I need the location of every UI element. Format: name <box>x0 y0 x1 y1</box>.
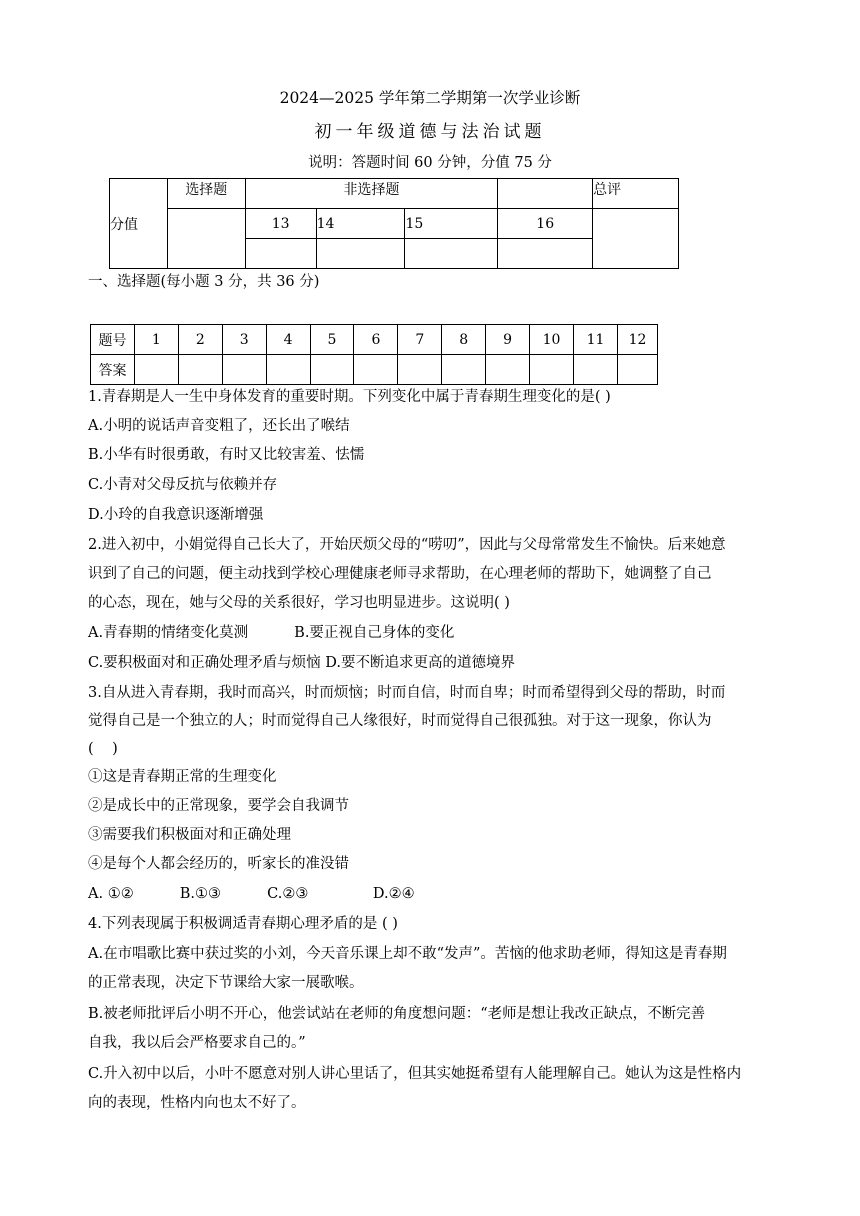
score-table <box>109 178 679 269</box>
q4-option-c-line1: C.升入初中以后，小叶不愿意对别人讲心里话了，但其实她挺希望有人能理解自己。她认为这是性格内 <box>88 1066 742 1082</box>
q3-statement-2: ②是成长中的正常现象，要学会自我调节 <box>88 798 349 814</box>
answer-cell[interactable] <box>574 355 618 385</box>
q3-options: A. ①② B.①③ C.②③ D.②④ <box>88 886 415 902</box>
q15-score-cell[interactable] <box>405 239 498 269</box>
question-number: 12 <box>617 325 657 355</box>
section1-title: 一、选择题(每小题 3 分，共 36 分) <box>88 274 320 290</box>
score-row-label: 分值 <box>110 179 168 269</box>
q3-statement-1: ①这是青春期正常的生理变化 <box>88 769 277 785</box>
answer-cell[interactable] <box>266 355 310 385</box>
q13-header: 13 <box>245 209 316 239</box>
q3-statement-3: ③需要我们积极面对和正确处理 <box>88 827 291 843</box>
answer-cell[interactable] <box>222 355 266 385</box>
nonchoice-header: 非选择题 <box>245 179 498 209</box>
q14-score-cell[interactable] <box>316 239 405 269</box>
q3-statement-4: ④是每个人都会经历的，听家长的准没错 <box>88 856 349 872</box>
q13-score-cell[interactable] <box>245 239 316 269</box>
q1-option-b: B.小华有时很勇敢，有时又比较害羞、怯懦 <box>88 447 365 463</box>
q4-option-a-line1: A.在市唱歌比赛中获过奖的小刘，今天音乐课上却不敢“发声”。苦恼的他求助老师，得知这是青春期 <box>88 946 727 962</box>
exam-title: 2024—2025 学年第二学期第一次学业诊断 <box>279 89 581 107</box>
choice-score-cell[interactable] <box>167 209 245 269</box>
total-header: 总评 <box>593 179 679 209</box>
q4-option-a-line2: 的正常表现，决定下节课给大家一展歌喉。 <box>88 975 364 991</box>
q2-stem-line2: 识到了自己的问题，便主动找到学校心理健康老师寻求帮助，在心理老师的帮助下，她调整了自己 <box>88 566 712 582</box>
question-number: 10 <box>530 325 574 355</box>
question-number: 6 <box>354 325 398 355</box>
question-number: 5 <box>310 325 354 355</box>
q3-stem-line1: 3.自从进入青春期，我时而高兴，时而烦恼；时而自信，时而自卑；时而希望得到父母的帮助，时而 <box>88 685 726 701</box>
q2-options-cd: C.要积极面对和正确处理矛盾与烦恼 D.要不断追求更高的道德境界 <box>88 655 516 671</box>
q4-option-b-line2: 自我，我以后会严格要求自己的。” <box>88 1035 306 1051</box>
answer-cell[interactable] <box>310 355 354 385</box>
total-score-cell[interactable] <box>593 209 679 269</box>
answer-table <box>90 324 658 385</box>
q2-options-ab: A.青春期的情绪变化莫测 B.要正视自己身体的变化 <box>88 625 455 641</box>
question-number: 9 <box>486 325 530 355</box>
q1-option-a: A.小明的说话声音变粗了，还长出了喉结 <box>88 418 350 434</box>
answer-cell[interactable] <box>530 355 574 385</box>
question-number: 7 <box>398 325 442 355</box>
answer-cell[interactable] <box>486 355 530 385</box>
question-number: 4 <box>266 325 310 355</box>
question-number: 8 <box>442 325 486 355</box>
q14-header: 14 <box>316 209 405 239</box>
q4-option-c-line2: 向的表现，性格内向也太不好了。 <box>88 1095 306 1111</box>
q16-score-cell[interactable] <box>498 239 593 269</box>
answer-cell[interactable] <box>134 355 178 385</box>
question-number: 11 <box>574 325 618 355</box>
q1-option-d: D.小玲的自我意识逐渐增强 <box>88 507 264 523</box>
answer-cell[interactable] <box>178 355 222 385</box>
question-number: 2 <box>178 325 222 355</box>
choice-header: 选择题 <box>167 179 245 209</box>
answer-cell[interactable] <box>354 355 398 385</box>
answer-cell[interactable] <box>617 355 657 385</box>
answer-cell[interactable] <box>398 355 442 385</box>
q3-stem-line3: ( ) <box>88 741 118 757</box>
q1-stem: 1.青春期是人一生中身体发育的重要时期。下列变化中属于青春期生理变化的是( ) <box>88 389 611 405</box>
q3-stem-line2: 觉得自己是一个独立的人；时而觉得自己人缘很好，时而觉得自己很孤独。对于这一现象，你认为 <box>88 713 712 729</box>
answer-cell[interactable] <box>442 355 486 385</box>
q4-option-b-line1: B.被老师批评后小明不开心，他尝试站在老师的角度想问题：“老师是想让我改正缺点，不断完善 <box>88 1006 706 1022</box>
q4-stem: 4.下列表现属于积极调适青春期心理矛盾的是 ( ) <box>88 916 398 932</box>
q2-stem-line1: 2.进入初中，小娟觉得自己长大了，开始厌烦父母的“唠叨”，因此与父母常常发生不愉快。后来她意 <box>88 537 726 553</box>
question-number: 3 <box>222 325 266 355</box>
q1-option-c: C.小青对父母反抗与依赖并存 <box>88 477 278 493</box>
blank-header <box>498 179 593 209</box>
exam-subtitle: 初一年级道德与法治试题 <box>314 122 546 142</box>
answer-label: 答案 <box>91 355 135 385</box>
question-number: 1 <box>134 325 178 355</box>
q15-header: 15 <box>405 209 498 239</box>
q16-header: 16 <box>498 209 593 239</box>
question-number-label: 题号 <box>91 325 135 355</box>
q2-stem-line3: 的心态，现在，她与父母的关系很好，学习也明显进步。这说明( ) <box>88 595 510 611</box>
exam-note: 说明：答题时间 60 分钟，分值 75 分 <box>308 155 552 171</box>
